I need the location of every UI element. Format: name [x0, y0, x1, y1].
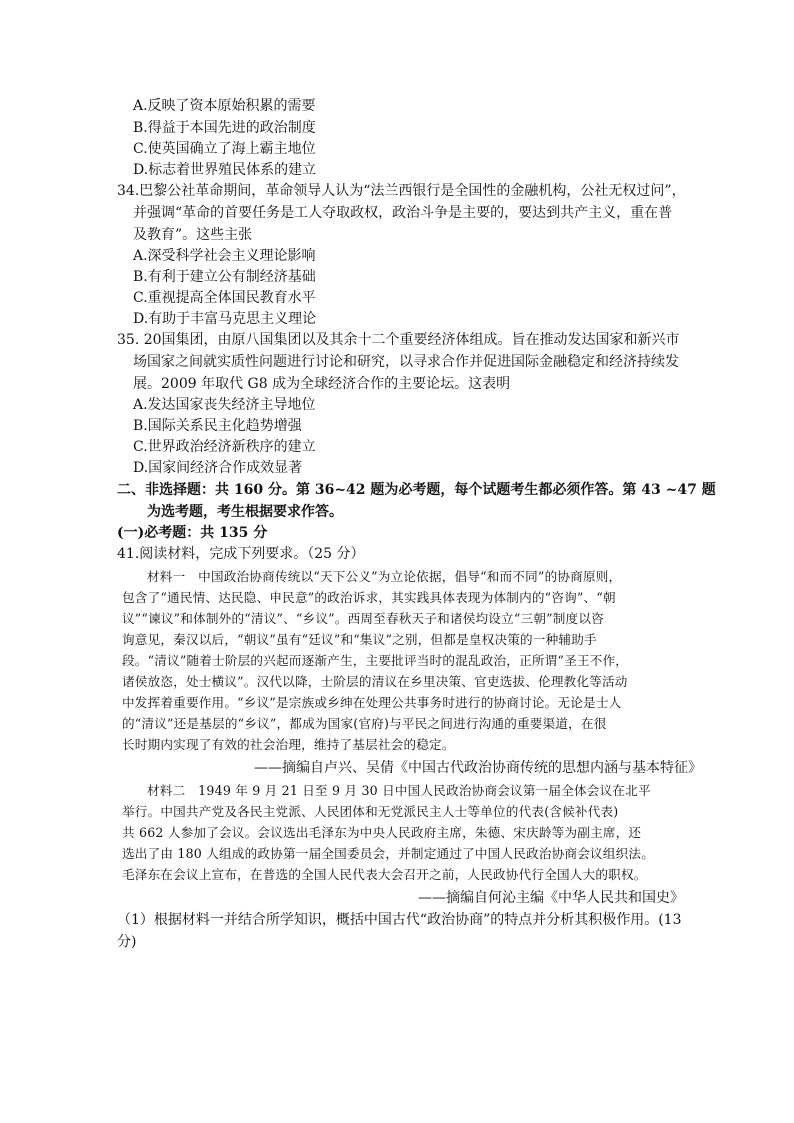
q33-option-b: B.得益于本国先进的政治制度 [133, 120, 316, 136]
material1-line-1: 材料一 中国政治协商传统以“天下公义”为立论依据，倡导“和而不同”的协商原则， [147, 569, 622, 584]
q41-subquestion-1-line-1: （1）根据材料一并结合所学知识，概括中国古代“政治协商”的特点并分析其积极作用。(13 [117, 912, 682, 928]
material1-line-7: 中发挥着重要作用。“乡议”是宗族或乡绅在处理公共事务时进行的协商讨论。无论是士人 [122, 695, 622, 710]
material1-line-6: 诸侯放恣，处士横议”。汉代以降，士阶层的清议在乡里决策、官吏选拔、伦理教化等活动 [122, 674, 628, 689]
material2-line-3: 共 662 人参加了会议。会议选出毛泽东为中央人民政府主席，朱德、宋庆龄等为副主席，还 [122, 825, 642, 840]
material1-line-4: 询意见，秦汉以后，“朝议”虽有“廷议”和“集议”之别，但都是皇权决策的一种辅助手 [122, 632, 597, 647]
q35-stem-line-3: 展。2009 年取代 G8 成为全球经济合作的主要论坛。这表明 [133, 376, 511, 392]
q34-option-a: A.深受科学社会主义理论影响 [133, 248, 316, 264]
section-heading-line-2: 为选考题，考生根据要求作答。 [147, 504, 343, 520]
q35-option-a: A.发达国家丧失经济主导地位 [133, 397, 316, 413]
q35-option-c: C.世界政治经济新秩序的建立 [133, 439, 316, 455]
q35-stem-line-1: 35. 20国集团，由原八国集团以及其余十二个重要经济体组成。旨在推动发达国家和新兴市 [117, 332, 680, 348]
material2-line-1: 材料二 1949 年 9 月 21 日至 9 月 30 日中国人民政治协商会议第一届全体会议在北平 [147, 783, 651, 798]
q34-stem-line-3: 及教育”。这些主张 [133, 227, 253, 243]
q33-option-d: D.标志着世界殖民体系的建立 [133, 162, 317, 178]
material2-line-5: 毛泽东在会议上宣布，在普选的全国人民代表大会召开之前，人民政协代行全国人大的职权。 [122, 867, 647, 882]
q33-option-a: A.反映了资本原始积累的需要 [133, 98, 316, 114]
q34-option-d: D.有助于丰富马克思主义理论 [133, 311, 317, 327]
section-heading-line-1: 二、非选择题：共 160 分。第 36~42 题为必考题，每个试题考生都必须作答。第 43 ~47 题 [117, 482, 716, 498]
material1-line-8: 的“清议”还是基层的“乡议”，都成为国家(官府)与平民之间进行沟通的重要渠道，在很 [122, 716, 607, 731]
section-sub-heading: (一)必考题：共 135 分 [117, 525, 268, 541]
q34-stem-line-1: 34.巴黎公社革命期间，革命领导人认为“法兰西银行是全国性的金融机构，公社无权过问”， [117, 183, 686, 199]
q34-option-c: C.重视提高全体国民教育水平 [133, 290, 316, 306]
material2-source: ——摘编自何沁主编《中华人民共和国史》 [418, 890, 684, 906]
q34-stem-line-2: 并强调“革命的首要任务是工人夺取政权，政治斗争是主要的，要达到共产主义，重在普 [133, 205, 673, 221]
q34-option-b: B.有利于建立公有制经济基础 [133, 269, 316, 285]
q33-option-c: C.使英国确立了海上霸主地位 [133, 141, 316, 157]
material1-source: ——摘编自卢兴、吴倩《中国古代政治协商传统的思想内涵与基本特征》 [254, 760, 702, 776]
q41-subquestion-1-line-2: 分) [117, 934, 137, 950]
material1-line-2: 包含了“通民情、达民隐、申民意”的政治诉求，其实践具体表现为体制内的“咨询”、“朝 [122, 590, 616, 605]
q41-stem: 41.阅读材料，完成下列要求。（25 分） [117, 546, 365, 562]
material1-line-3: 议”“谏议”和体制外的“清议”、“乡议”。西周至春秋天子和诸侯均设立“三朝”制度以咨 [122, 611, 604, 626]
material1-line-5: 段。“清议”随着士阶层的兴起而逐渐产生，主要批评当时的混乱政治，正所谓“圣王不作， [122, 653, 629, 668]
material1-line-9: 长时期内实现了有效的社会治理，维持了基层社会的稳定。 [122, 737, 455, 752]
material2-line-2: 举行。中国共产党及各民主党派、人民团体和无党派民主人士等单位的代表(含候补代表) [122, 804, 619, 819]
q35-option-b: B.国际关系民主化趋势增强 [133, 418, 302, 434]
q35-option-d: D.国家间经济合作成效显著 [133, 460, 303, 476]
q35-stem-line-2: 场国家之间就实质性问题进行讨论和研究，以寻求合作并促进国际金融稳定和经济持续发 [133, 354, 679, 370]
material2-line-4: 选出了由 180 人组成的政协第一届全国委员会，并制定通过了中国人民政治协商会议组织法。 [122, 846, 655, 861]
